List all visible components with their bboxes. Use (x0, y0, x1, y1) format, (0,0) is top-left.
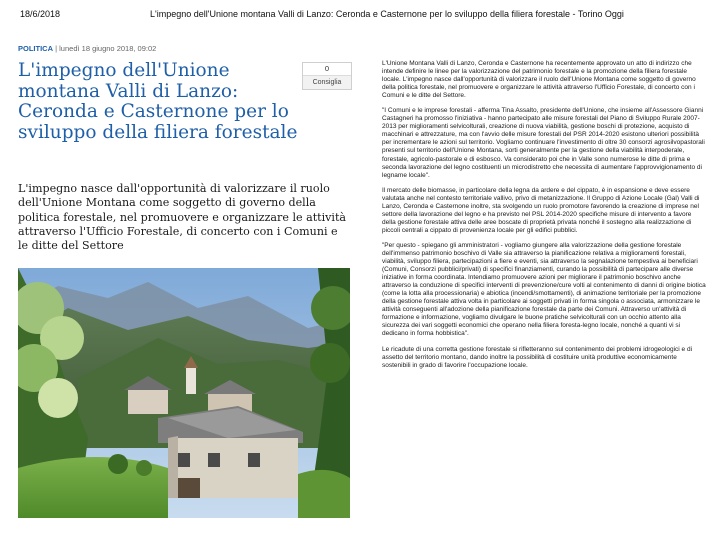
body-paragraph: "I Comuni e le imprese forestali - afferma Tina Assalto, presidente dell'Unione, che insieme all'Assessore Gianni Castagneri ha promosso l'iniziativa - hanno partecipato alle misure forestali del Piano di Sviluppo Rurale 2007-2013 per miglioramenti selvicolturali, creazione di nuova viabilità, gestione boschi di protezione, acquisto di macchinari e attrezzature, ma con l'avvio delle misure forestali del PSR 2014-2020 esistono ulteriori possibilità per incrementare le azioni sul territorio. Vogliamo continuare l'investimento di oltre 30 consorzi agrosilvopastorali presenti sul territorio dell'Unione Montana, sorti generalmente per la gestione della viabilità interpoderale, forestale, agricolo-pastorale e di esbosco. Va considerato poi che in Valle sono numerose le ditte di prima e seconda lavorazione del legno costituenti un microdistretto che necessita di aumentare l'approvvigionamento di legname locale". (382, 107, 705, 179)
body-paragraph: Il mercato delle biomasse, in particolare della legna da ardere e del cippato, è in espansione e deve essere valutata anche nel contesto territoriale vallivo, privo di metanizzazione. Il Gruppo di Azione Locale (Gal) Valli di Lanzo, Ceronda e Casternone inoltre, sta svolgendo un ruolo promotore favorendo la creazione di imprese nel settore della lavorazione del legno e ha previsto nel PSL 2014-2020 specifiche misure di intervento a favore della gestione forestale attiva delle aree boscate di proprietà privata nonché il sostegno alla realizzazione di piccoli centrali a cippato di provenienza locale per gli edifici pubblici. (382, 186, 700, 234)
article-meta (18, 44, 156, 53)
print-date: 18/6/2018 (20, 9, 61, 19)
body-paragraph: L'Unione Montana Valli di Lanzo, Ceronda e Casternone ha recentemente approvato un atto di indirizzo che intende definire le linee per la valorizzazione del patrimonio forestale e la promozione della filiera forestale locale. L'impegno nasce dall'opportunità di valorizzare il ruolo dell'Unione Montana come soggetto di governo della politica forestale, nel promuovere e organizzare le attività attraverso l'Ufficio Forestale, di concerto con i Comuni e le ditte del Settore. (382, 60, 696, 100)
article-lead: L'impegno nasce dall'opportunità di valorizzare il ruolo dell'Unione Montana come soggetto di governo della politica forestale, nel promuovere e organizzare le attività attraverso l'Ufficio Forestale, di concerto con i Comuni e le ditte del Settore (18, 182, 347, 253)
print-header (20, 9, 709, 21)
article-photo (18, 268, 350, 518)
recommend-count: 0 (303, 63, 351, 76)
recommend-button[interactable]: Consiglia (303, 76, 351, 89)
body-paragraph: Le ricadute di una corretta gestione forestale si rifletteranno sul contenimento dei problemi idrogeologici e di assetto del territorio montano, dando inoltre la possibilità di costituire unità produttive economicamente sostenibili in grado di favorire l'occupazione locale. (382, 345, 693, 369)
body-paragraph: "Per questo - spiegano gli amministratori - vogliamo giungere alla valorizzazione della gestione forestale dell'immenso patrimonio boschivo di Valle sia attraverso la pianificazione relativa a miglioramenti forestali, viabilità, sviluppo filiera, partecipazioni a fiere e eventi, sia attraverso la segnalazione tempestiva ai beneficiari (Comuni, Consorzi pubblici/privati) di specifici finanziamenti, curando la possibilità di partecipare alle diverse iniziative in forma coordinata. Intendiamo promuovere azioni per migliorare il patrimonio boschivo anche attraverso la conduzione di specifici interventi di prevenzione/cure volti al contenimento di danni di origine biotica (come la lotta alla processionaria) e abiotica (incendi/smottamenti), di animazione territoriale per la promozione della gestione forestale attiva volta in particolare ai soggetti privati in forma singola o associata, armonizzare le attività conseguenti all'adozione della pianificazione forestale da parte dei Comuni. Attraverso un'attività di formazione e informazione, vogliamo divulgare le buone pratiche selvicolturali con un occhio attento alla sicurezza dei vari soggetti economici che operano nella filiera foresta-legno locale, nonché a quanti vi si dedicano in forma hobbistica". (382, 241, 706, 338)
meta-separator: | (55, 44, 58, 53)
print-title: L'impegno dell'Unione montana Valli di Lanzo: Ceronda e Casternone per lo sviluppo della filiera forestale - Torino Oggi (150, 9, 624, 19)
recommend-widget (302, 62, 352, 90)
village-landscape-image (18, 268, 350, 518)
article-body (382, 60, 706, 377)
article-date: lunedì 18 giugno 2018, 09:02 (59, 44, 157, 53)
section-link[interactable]: POLITICA (18, 44, 53, 53)
article-headline: L'impegno dell'Unione montana Valli di Lanzo: Ceronda e Casternone per lo sviluppo della filiera forestale (18, 60, 298, 143)
